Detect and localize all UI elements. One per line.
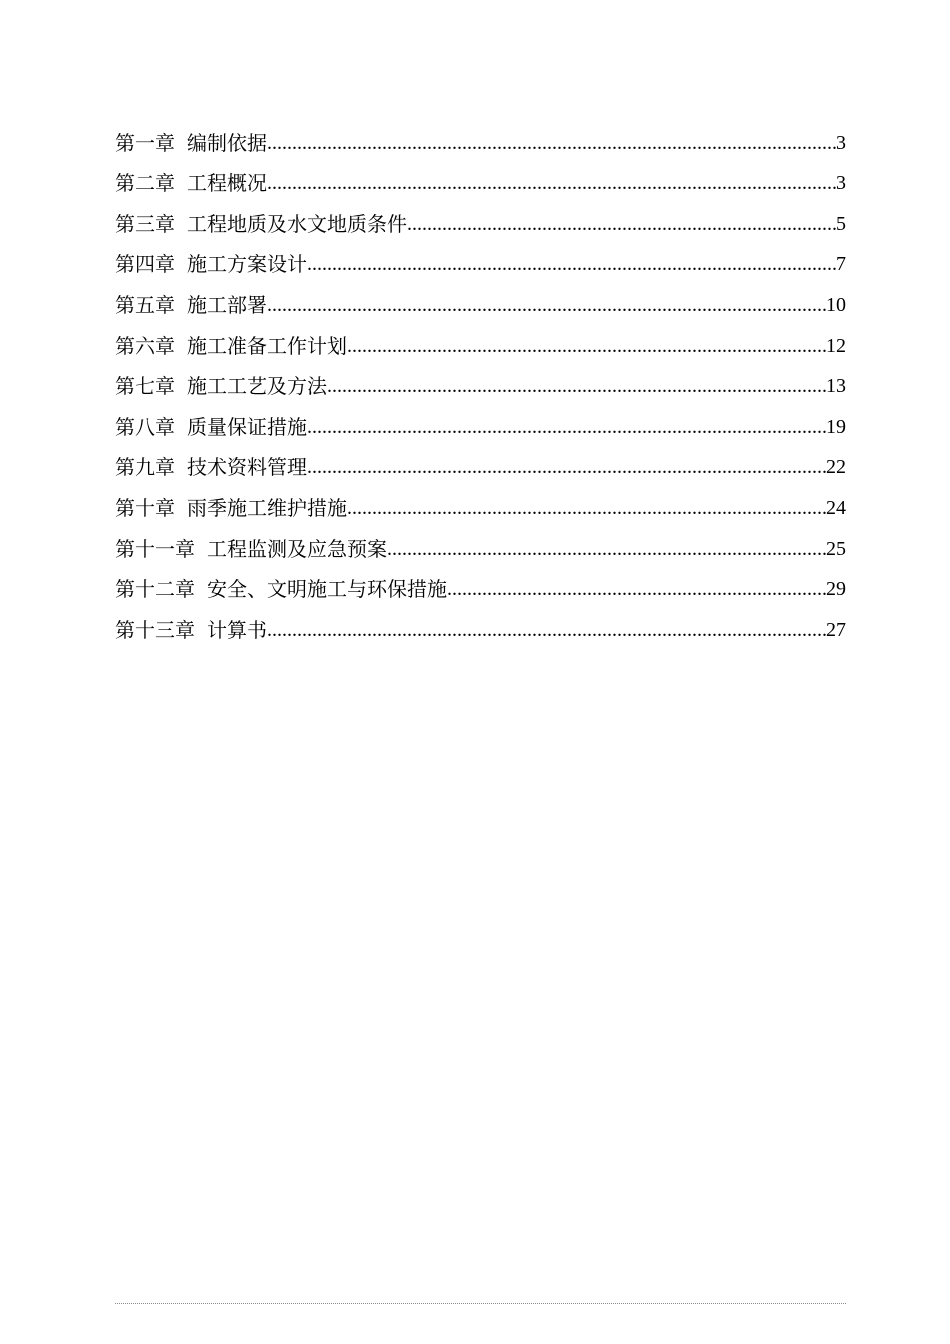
toc-page-number: 13	[826, 375, 846, 398]
toc-chapter-number: 第三章	[115, 211, 175, 236]
toc-entry[interactable]	[115, 284, 846, 325]
toc-chapter-title: 安全、文明施工与环保措施	[207, 577, 447, 602]
toc-entry[interactable]	[115, 487, 846, 528]
footer-divider	[115, 1303, 846, 1304]
toc-chapter-number: 第八章	[115, 414, 175, 439]
toc-chapter-title: 施工部署	[187, 292, 267, 317]
toc-chapter-number: 第二章	[115, 171, 175, 196]
toc-entry[interactable]	[115, 163, 846, 204]
toc-chapter-number: 第十二章	[115, 577, 195, 602]
toc-dot-leader	[307, 244, 836, 284]
toc-page-number: 22	[826, 456, 846, 479]
toc-entry[interactable]	[115, 528, 846, 569]
toc-chapter-number: 第五章	[115, 292, 175, 317]
toc-dot-leader	[307, 407, 826, 447]
table-of-contents	[115, 122, 846, 650]
toc-dot-leader	[327, 366, 826, 406]
toc-dot-leader	[267, 610, 826, 650]
toc-chapter-title: 工程地质及水文地质条件	[187, 211, 407, 236]
toc-chapter-number: 第九章	[115, 455, 175, 480]
toc-page-number: 12	[826, 334, 846, 357]
toc-chapter-title: 雨季施工维护措施	[187, 495, 347, 520]
toc-entry[interactable]	[115, 447, 846, 488]
toc-chapter-title: 技术资料管理	[187, 455, 307, 480]
toc-dot-leader	[447, 569, 826, 609]
toc-chapter-title: 工程概况	[187, 171, 267, 196]
toc-chapter-title: 编制依据	[187, 130, 267, 155]
toc-chapter-number: 第六章	[115, 333, 175, 358]
toc-entry[interactable]	[115, 406, 846, 447]
toc-chapter-number: 第一章	[115, 130, 175, 155]
toc-dot-leader	[347, 326, 826, 366]
toc-chapter-number: 第七章	[115, 374, 175, 399]
toc-chapter-number: 第四章	[115, 252, 175, 277]
toc-dot-leader	[407, 204, 836, 244]
toc-entry[interactable]	[115, 609, 846, 650]
toc-page-number: 27	[826, 618, 846, 641]
toc-page-number: 25	[826, 537, 846, 560]
toc-chapter-number: 第十一章	[115, 536, 195, 561]
toc-chapter-title: 施工方案设计	[187, 252, 307, 277]
toc-entry[interactable]	[115, 122, 846, 163]
toc-chapter-title: 计算书	[207, 617, 267, 642]
toc-dot-leader	[347, 488, 826, 528]
toc-entry[interactable]	[115, 325, 846, 366]
toc-page-number: 10	[826, 293, 846, 316]
toc-chapter-number: 第十章	[115, 495, 175, 520]
toc-page-number: 3	[836, 172, 846, 195]
toc-page-number: 5	[836, 212, 846, 235]
toc-chapter-title: 工程监测及应急预案	[207, 536, 387, 561]
toc-chapter-title: 质量保证措施	[187, 414, 307, 439]
toc-chapter-title: 施工工艺及方法	[187, 374, 327, 399]
toc-dot-leader	[267, 163, 836, 203]
toc-entry[interactable]	[115, 203, 846, 244]
toc-entry[interactable]	[115, 569, 846, 610]
toc-dot-leader	[267, 123, 836, 163]
toc-dot-leader	[267, 285, 826, 325]
toc-chapter-number: 第十三章	[115, 617, 195, 642]
toc-entry[interactable]	[115, 244, 846, 285]
toc-dot-leader	[387, 529, 826, 569]
toc-page-number: 24	[826, 496, 846, 519]
toc-page-number: 3	[836, 131, 846, 154]
toc-page-number: 19	[826, 415, 846, 438]
toc-dot-leader	[307, 447, 826, 487]
toc-entry[interactable]	[115, 366, 846, 407]
toc-chapter-title: 施工准备工作计划	[187, 333, 347, 358]
toc-page-number: 7	[836, 253, 846, 276]
toc-page-number: 29	[826, 578, 846, 601]
